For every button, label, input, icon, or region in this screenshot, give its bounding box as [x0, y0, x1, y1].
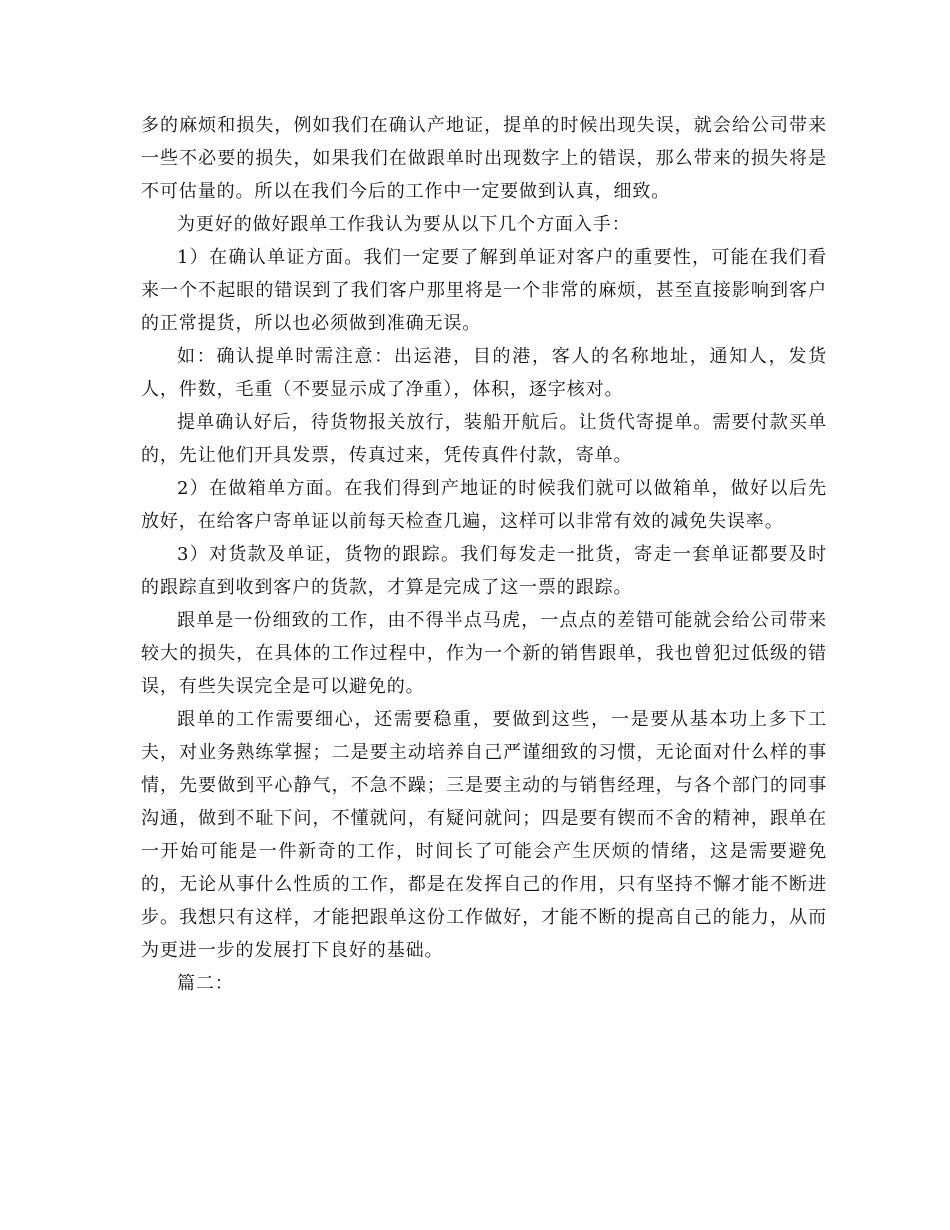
paragraph-lesson: 跟单是一份细致的工作，由不得半点马虎，一点点的差错可能就会给公司带来较大的损失，在具体的工作过程中，作为一个新的销售跟单，我也曾犯过低级的错误，有些失误完全是可以避免的。	[141, 610, 827, 697]
paragraph-point-1: 1）在确认单证方面。我们一定要了解到单证对客户的重要性，可能在我们看来一个不起眼的错误到了我们客户那里将是一个非常的麻烦，甚至直接影响到客户的正常提货，所以也必须做到准确无误。	[141, 247, 827, 334]
paragraph-point-2: 2）在做箱单方面。在我们得到产地证的时候我们就可以做箱单，做好以后先放好，在给客户寄单证以前每天检查几遍，这样可以非常有效的减免失误率。	[141, 478, 827, 532]
paragraph-bill-of-lading: 提单确认好后，待货物报关放行，装船开航后。让货代寄提单。需要付款买单的，先让他们开具发票，传真过来，凭传真件付款，寄单。	[141, 412, 827, 466]
paragraph-point-3: 3）对货款及单证，货物的跟踪。我们每发走一批货，寄走一套单证都要及时的跟踪直到收到客户的货款，才算是完成了这一票的跟踪。	[141, 544, 827, 598]
section-heading-part-two: 篇二：	[177, 973, 234, 994]
paragraph-example: 如：确认提单时需注意：出运港，目的港，客人的名称地址，通知人，发货人，件数，毛重（不要显示成了净重），体积，逐字核对。	[141, 346, 827, 400]
paragraph-continuation: 多的麻烦和损失，例如我们在确认产地证，提单的时候出现失误，就会给公司带来一些不必要的损失，如果我们在做跟单时出现数字上的错误，那么带来的损失将是不可估量的。所以在我们今后的工作中一定要做到认真，细致。	[141, 115, 827, 202]
document-body	[141, 109, 827, 1000]
paragraph-intro: 为更好的做好跟单工作我认为要从以下几个方面入手：	[177, 214, 631, 235]
paragraph-conclusion: 跟单的工作需要细心，还需要稳重，要做到这些，一是要从基本功上多下工夫，对业务熟练掌握；二是要主动培养自己严谨细致的习惯，无论面对什么样的事情，先要做到平心静气，不急不躁；三是要主动的与销售经理，与各个部门的同事沟通，做到不耻下问，不懂就问，有疑问就问；四是要有锲而不舍的精神，跟单在一开始可能是一件新奇的工作，时间长了可能会产生厌烦的情绪，这是需要避免的，无论从事什么性质的工作，都是在发挥自己的作用，只有坚持不懈才能不断进步。我想只有这样，才能把跟单这份工作做好，才能不断的提高自己的能力，从而为更进一步的发展打下良好的基础。	[141, 709, 827, 961]
